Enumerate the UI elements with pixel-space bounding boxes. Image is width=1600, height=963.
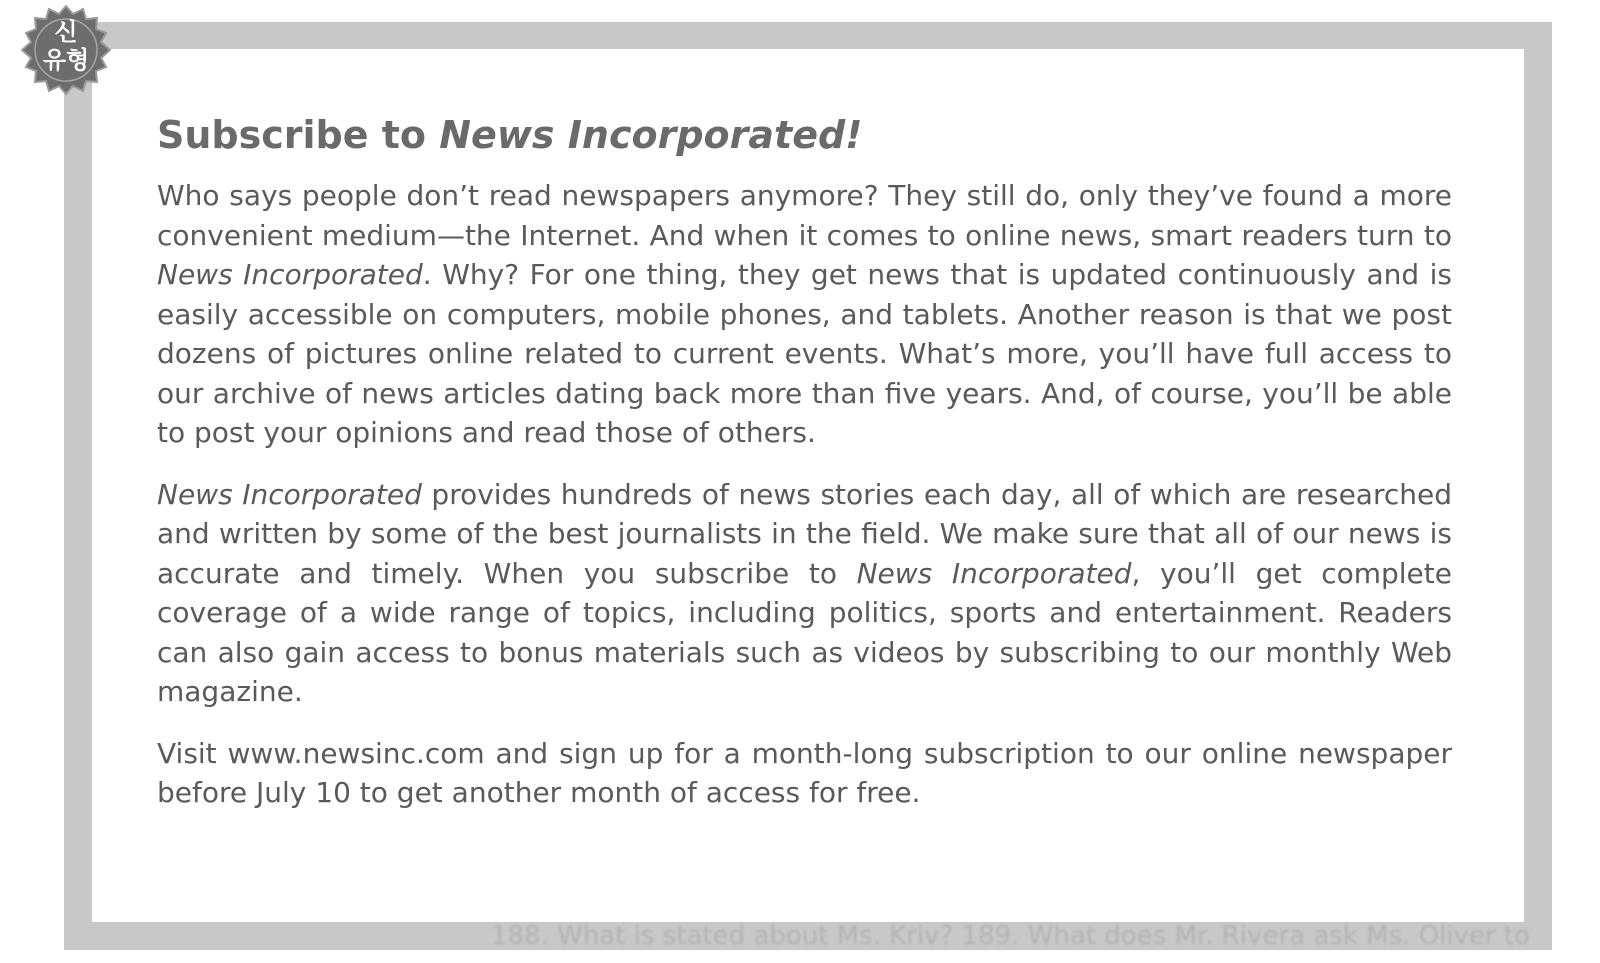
p2-publication-name-2: News Incorporated: [856, 556, 1132, 590]
ad-title-emphasis: News Incorporated!: [439, 113, 863, 157]
ad-title-prefix: Subscribe to: [157, 113, 440, 157]
badge-label-line2: 유형: [42, 46, 90, 74]
advertisement-content: [157, 112, 1452, 835]
ad-paragraph-2: [157, 475, 1452, 712]
badge-label-line1: 신: [54, 18, 78, 46]
ad-title: [157, 112, 1452, 158]
ad-paragraph-3: Visit www.newsinc.com and sign up for a month-long subscription to our online newspaper before July 10 to get another month of access for free.: [157, 736, 1452, 809]
new-type-badge: [18, 4, 114, 96]
p1-text-a: Who says people don’t read newspapers anymore? They still do, only they’ve found a more convenient medium—the Internet. And when it comes to online news, smart readers turn to: [157, 179, 1452, 252]
p2-text-a: provides hundreds of news stories each day, all of which are researched and written by some of the best journalists in the field. We make sure that all of our news is accurate and timely. When you subscribe to: [157, 477, 1452, 590]
p1-text-b: . Why? For one thing, they get news that is updated continuously and is easily accessible on computers, mobile phones, and tablets. Another reason is that we post dozens of pictures online related to current events. What’s more, you’ll have full access to our archive of news articles dating back more than five years. And, of course, you’ll be able to post your opinions and read those of others.: [157, 258, 1453, 449]
p1-publication-name: News Incorporated: [157, 258, 423, 291]
badge-label: [18, 18, 114, 74]
p2-text-b: , you’ll get complete coverage of a wide range of topics, including politics, sports and entertainment. Readers can also gain access to bonus materials such as videos by subscribing to our monthly Web magazine.: [157, 556, 1452, 708]
p2-publication-name-1: News Incorporated: [157, 477, 422, 511]
ad-paragraph-1: [157, 176, 1452, 453]
bleed-through-text: 188. What is stated about Ms. Kriv? 189. What does Mr. Rivera ask Ms. Oliver to: [490, 923, 1530, 949]
